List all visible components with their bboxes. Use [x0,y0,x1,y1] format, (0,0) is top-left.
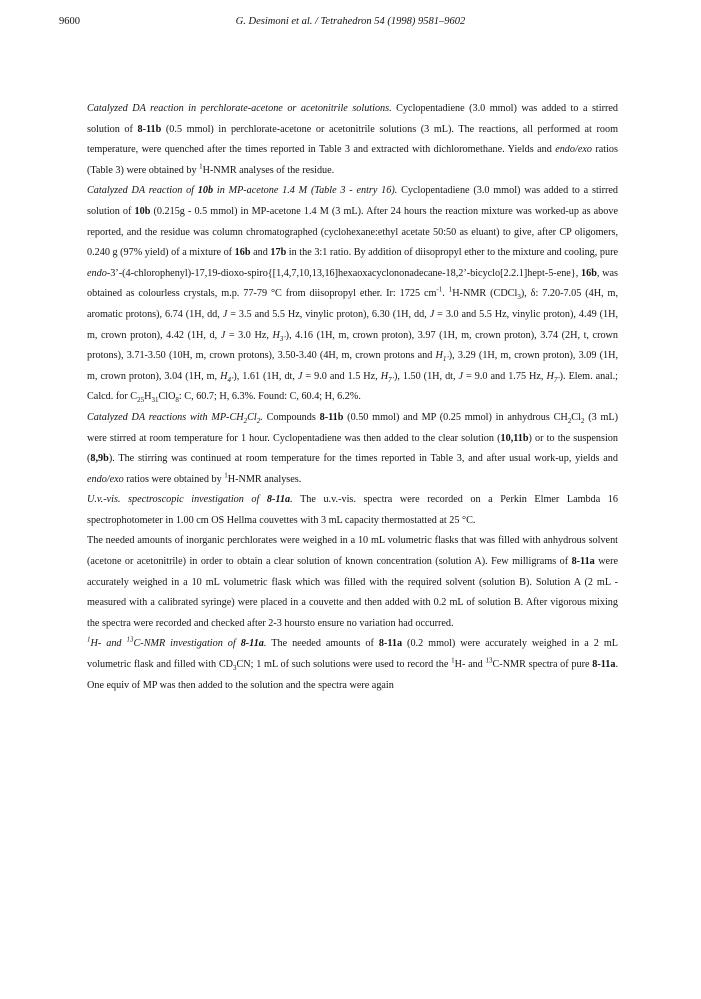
paragraph-heading: $^1$H- and $^{13}$C-NMR investigation of 8-11a. [87,636,267,650]
paragraph-uv-vis: U.v.-vis. spectroscopic investigation of 8-11a. The u.v.-vis. spectra were recorded on a Perkin Elmer Lambda 16 spectrophotometer in 1.00 cm OS Hellma couvettes with 3 mL capacity thermostatted at 25 °C. [87,494,618,526]
paragraph-heading: Catalyzed DA reaction of 10b in MP-acetone 1.4 M (Table 3 - entry 16). [87,185,398,197]
paragraph-perchlorate-solutions: The needed amounts of inorganic perchlorates were weighed in a 10 mL volumetric flasks that was filled with anhydrous solvent (acetone or acetonitrile) in order to obtain a clear solution of known concentration (solution A). Few milligrams of 8-11a were accurately weighed in a 10 mL volumetric flask which was filled with the required solvent (solution B). Solution A (2 mL - measured with a calibrated syringe) were placed in a couvette and then added with 0.2 mL of solution B. After vigorous mixing the spectra were recorded and checked after 2-3 hoursto ensure no variation had occurred. [87,535,618,629]
paragraph-heading: U.v.-vis. spectroscopic investigation of 8-11a. [87,494,293,506]
compound-label: 16b [581,267,597,279]
paragraph-heading: Catalyzed DA reactions with $MP-CH_2Cl_2$. [87,411,263,425]
compound-label: 8-11a [378,638,403,650]
compound-label: 10b [134,205,151,217]
paragraph-mp-acetone: Catalyzed DA reaction of 10b in MP-acetone 1.4 M (Table 3 - entry 16). Cyclopentadiene (3.0 mmol) was added to a stirred solution of 10b (0.215g - 0.5 mmol) in MP-acetone 1.4 M (3 mL). After 24 hours the reaction mixture was worked-up as above reported, and the residue was column chromatographed (cyclohexane:ethyl acetate 50:50 as eluant) to give, after CP oligomers, 0.240 g (97% yield) of a mixture of 16b and 17b in the 3:1 ratio. By addition of diisopropyl ether to the mixture and cooling, pure endo-3’-(4-chlorophenyl)-17,19-dioxo-spiro{[1,4,7,10,13,16]hexaoxacyclononadecane-18,2’-bicyclo[2.2.1]hept-5-ene}, 16b, was obtained as colourless crystals, m.p. 77-79 °C from diisopropyl ether. Ir: 1725 $cm^{-1}$. $^1$H-NMR (CDCl$_3$), δ: 7.20-7.05 (4H, m, aromatic protons), 6.74 (1H, dd, J = 3.5 and 5.5 Hz, vinylic proton), 6.30 (1H, dd, J = 3.0 and 5.5 Hz, vinylic proton), 4.49 (1H, m, crown proton), 4.42 (1H, d, J = 3.0 Hz, $H_{3’}$), 4.16 (1H, m, crown proton), 3.97 (1H, m, crown proton), 3.74 (2H, t, crown protons), 3.71-3.50 (10H, m, crown protons), 3.50-3.40 (4H, m, crown protons and $H_{1’}$), 3.29 (1H, m, crown proton), 3.09 (1H, m, crown proton), 3.04 (1H, m, $H_{4’}$), 1.61 (1H, dt, J = 9.0 and 1.5 Hz, $H_{7’}$), 1.50 (1H, dt, J = 9.0 and 1.75 Hz, $H_{7’}$). Elem. anal.; Calcd. for $C_{25}H_{31}ClO_8$: C, 60.7; H, 6.3%. Found: C, 60.4; H, 6.2%. [87,185,619,405]
article-body [87,99,618,696]
running-title: G. Desimoni et al. / Tetrahedron 54 (1998) 9581–9602 [235,16,466,27]
page-header [0,16,701,36]
compound-label: 8-11b [137,123,162,135]
paragraph-perchlorate-da: Catalyzed DA reaction in perchlorate-acetone or acetonitrile solutions. Cyclopentadiene (3.0 mmol) was added to a stirred solution of 8-11b (0.5 mmol) in perchlorate-acetone or acetonitrile solutions (3 mL). The reactions, all performed at room temperature, were quenched after the times reported in Table 3 and extracted with dichloromethane. Yields and endo/exo ratios (Table 3) were obtained by $^1$H-NMR analyses of the residue. [87,103,618,176]
compound-label: 8-11a [571,556,595,568]
page-number: 9600 [59,16,80,27]
compound-label: 8-11b [319,411,344,423]
compound-label: 8,9b [90,453,109,465]
compound-label: 8-11a [592,659,616,671]
compound-label: 10,11b [500,432,529,444]
paragraph-nmr: $^1$H- and $^{13}$C-NMR investigation of 8-11a. The needed amounts of 8-11a (0.2 mmol) were accurately weighed in a 2 mL volumetric flask and filled with $CD_3CN$; 1 mL of such solutions were used to record the $^1$H- and $^{13}$C-NMR spectra of pure 8-11a. One equiv of MP was then added to the solution and the spectra were again [87,636,619,691]
paragraph-mp-ch2cl2: Catalyzed DA reactions with $MP-CH_2Cl_2$. Compounds 8-11b (0.50 mmol) and MP (0.25 mmol) in anhydrous $CH_2Cl_2$ (3 mL) were stirred at room temperature for 1 hour. Cyclopentadiene was then added to the clear solution (10,11b) or to the suspension (8,9b). The stirring was continued at room temperature for the times reported in Table 3, and after usual work-up, yields and endo/exo ratios were obtained by $^1$H-NMR analyses. [87,411,618,485]
compound-label: 16b [234,247,251,259]
paragraph-heading: Catalyzed DA reaction in perchlorate-acetone or acetonitrile solutions. [87,103,392,114]
compound-label: 17b [270,247,287,259]
